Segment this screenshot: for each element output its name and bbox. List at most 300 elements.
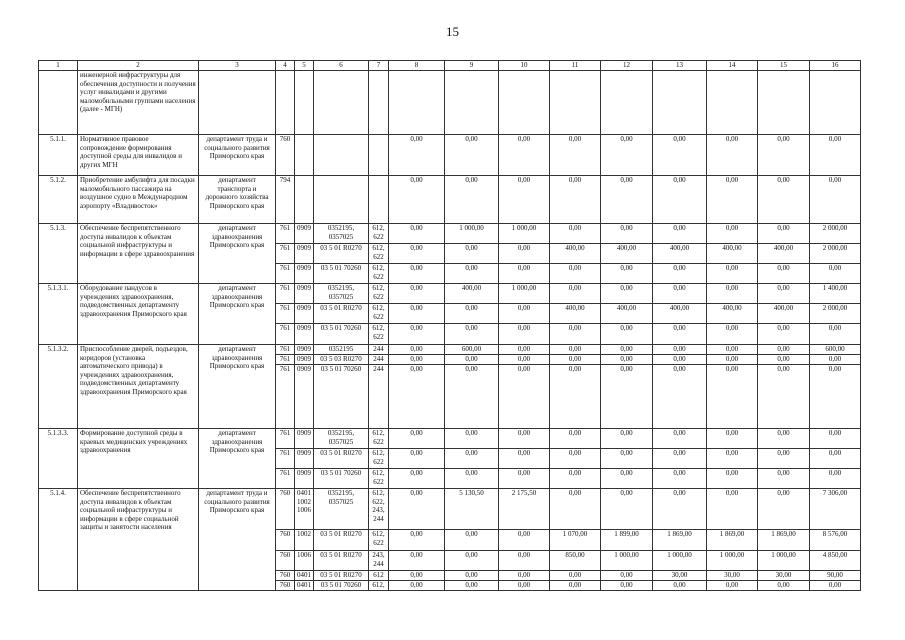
header-row <box>39 61 861 71</box>
table-cell-col-8: 0,00 <box>389 224 445 244</box>
table-cell-col-8: 0,00 <box>389 489 445 530</box>
table-cell-col-12: 400,00 <box>601 304 653 324</box>
table-row <box>39 489 861 530</box>
table-cell-col-7 <box>369 176 389 224</box>
table-row <box>39 284 861 304</box>
table-cell-col-5: 0909 <box>295 324 314 345</box>
table-cell-col-14: 0,00 <box>707 224 758 244</box>
table-cell-col-8: 0,00 <box>389 429 445 449</box>
table-cell-col-11: 0,00 <box>550 345 601 355</box>
table-cell-col-4: 761 <box>276 449 295 469</box>
table-cell-col-16: 600,00 <box>810 345 861 355</box>
table-cell-col-10: 0,00 <box>499 365 550 429</box>
table-cell-col-11: 850,00 <box>550 551 601 571</box>
table-cell-col-5: 0909 <box>295 304 314 324</box>
table-cell-col-6: 03 5 01 70260 <box>314 581 369 591</box>
table-cell-col-14: 1 869,00 <box>707 530 758 551</box>
table-cell-col-5 <box>295 135 314 176</box>
table-cell-col-16: 4 850,00 <box>810 551 861 571</box>
table-cell-col-16: 0,00 <box>810 365 861 429</box>
header-cell: 15 <box>758 61 810 71</box>
table-cell-col-10: 0,00 <box>499 429 550 449</box>
table-cell-col-9: 0,00 <box>445 571 499 581</box>
table-cell-col-12: 0,00 <box>601 324 653 345</box>
table-cell-col-14: 0,00 <box>707 264 758 284</box>
table-cell-col-1 <box>39 71 78 135</box>
header-cell: 4 <box>276 61 295 71</box>
table-cell-col-15: 0,00 <box>758 176 810 224</box>
table-row <box>39 135 861 176</box>
table-cell-col-10: 0,00 <box>499 551 550 571</box>
table-cell-col-7: 612, 622 <box>369 324 389 345</box>
table-cell-col-4 <box>276 71 295 135</box>
table-cell-col-4: 760 <box>276 489 295 530</box>
header-cell: 16 <box>810 61 861 71</box>
table-cell-col-14 <box>707 71 758 135</box>
header-cell: 8 <box>389 61 445 71</box>
table-cell-col-9: 0,00 <box>445 365 499 429</box>
table-cell-col-13: 30,00 <box>653 571 707 581</box>
table-cell-col-15: 1 000,00 <box>758 551 810 571</box>
table-cell-col-11: 0,00 <box>550 324 601 345</box>
table-cell-col-14: 0,00 <box>707 365 758 429</box>
table-cell-col-8: 0,00 <box>389 530 445 551</box>
table-cell-col-6: 03 5 01 R0270 <box>314 530 369 551</box>
table-cell-col-14: 0,00 <box>707 324 758 345</box>
table-cell-col-4: 761 <box>276 324 295 345</box>
table-cell-col-16: 7 306,00 <box>810 489 861 530</box>
table-cell-col-9: 0,00 <box>445 304 499 324</box>
table-cell-col-5: 1002 <box>295 530 314 551</box>
table-cell-col-3: департамент труда и социального развития Приморского края <box>199 489 276 591</box>
table-cell-col-10: 0,00 <box>499 244 550 264</box>
table-cell-col-2: Приобретение амбулифта для посадки маломобильного пассажира на воздушное судно в Международном аэропорту «Владивосток» <box>78 176 199 224</box>
table-cell-col-7: 243, 244 <box>369 551 389 571</box>
header-cell: 13 <box>653 61 707 71</box>
table-cell-col-4: 761 <box>276 264 295 284</box>
table-cell-col-7: 612, 622 <box>369 284 389 304</box>
table-cell-col-10: 0,00 <box>499 355 550 365</box>
table-cell-col-16: 1 400,00 <box>810 284 861 304</box>
table-body <box>39 61 861 591</box>
table-cell-col-12: 0,00 <box>601 571 653 581</box>
table-cell-col-7: 612, <box>369 581 389 591</box>
table-row <box>39 429 861 449</box>
table-cell-col-13: 400,00 <box>653 244 707 264</box>
header-cell: 2 <box>78 61 199 71</box>
table-cell-col-15 <box>758 71 810 135</box>
table-cell-col-2: Нормативное правовое сопровождение формирования доступной среды для инвалидов и других МГН <box>78 135 199 176</box>
table-cell-col-8: 0,00 <box>389 571 445 581</box>
table-cell-col-9: 0,00 <box>445 530 499 551</box>
table-cell-col-3: департамент труда и социального развития Приморского края <box>199 135 276 176</box>
table-cell-col-16: 0,00 <box>810 355 861 365</box>
table-cell-col-4: 761 <box>276 355 295 365</box>
table-cell-col-4: 761 <box>276 244 295 264</box>
table-cell-col-16: 0,00 <box>810 449 861 469</box>
table-cell-col-15: 0,00 <box>758 264 810 284</box>
table-cell-col-9: 0,00 <box>445 581 499 591</box>
table-cell-col-13: 0,00 <box>653 489 707 530</box>
table-cell-col-12: 0,00 <box>601 135 653 176</box>
table-cell-col-4: 760 <box>276 530 295 551</box>
table-cell-col-13: 0,00 <box>653 365 707 429</box>
table-cell-col-9: 0,00 <box>445 176 499 224</box>
table-cell-col-2: инженерной инфраструктуры для обеспечения доступности и получения услуг инвалидами и другими маломобильными группами населения (далее - МГН) <box>78 71 199 135</box>
table-cell-col-10: 0,00 <box>499 304 550 324</box>
table-cell-col-6: 03 5 01 R0270 <box>314 244 369 264</box>
header-cell: 3 <box>199 61 276 71</box>
table-cell-col-4: 760 <box>276 135 295 176</box>
table-cell-col-13: 0,00 <box>653 355 707 365</box>
table-cell-col-12: 0,00 <box>601 284 653 304</box>
table-cell-col-8: 0,00 <box>389 176 445 224</box>
table-cell-col-5: 0909 <box>295 469 314 489</box>
table-cell-col-4: 760 <box>276 581 295 591</box>
table-cell-col-16: 2 000,00 <box>810 224 861 244</box>
table-cell-col-12: 0,00 <box>601 345 653 355</box>
table-cell-col-14: 1 000,00 <box>707 551 758 571</box>
table-cell-col-10: 0,00 <box>499 581 550 591</box>
header-cell: 14 <box>707 61 758 71</box>
table-cell-col-15: 0,00 <box>758 449 810 469</box>
table-cell-col-11: 0,00 <box>550 469 601 489</box>
table-cell-col-7: 244 <box>369 345 389 355</box>
table-cell-col-3: департамент здравоохранения Приморского края <box>199 345 276 429</box>
table-cell-col-12: 0,00 <box>601 469 653 489</box>
table-cell-col-9: 5 130,50 <box>445 489 499 530</box>
table-cell-col-4: 794 <box>276 176 295 224</box>
table-cell-col-12: 0,00 <box>601 365 653 429</box>
table-cell-col-16 <box>810 71 861 135</box>
table-cell-col-12: 0,00 <box>601 176 653 224</box>
table-cell-col-14: 0,00 <box>707 581 758 591</box>
table-cell-col-3: департамент транспорта и дорожного хозяйства Приморского края <box>199 176 276 224</box>
table-cell-col-15: 0,00 <box>758 324 810 345</box>
table-cell-col-6: 0352195, 0357025 <box>314 489 369 530</box>
table-cell-col-15: 400,00 <box>758 304 810 324</box>
table-cell-col-1: 5.1.4. <box>39 489 78 591</box>
table-cell-col-7: 612, 622 <box>369 224 389 244</box>
table-cell-col-10: 0,00 <box>499 324 550 345</box>
table-cell-col-14: 0,00 <box>707 176 758 224</box>
table-cell-col-14: 0,00 <box>707 429 758 449</box>
table-cell-col-6: 03 5 03 R0270 <box>314 355 369 365</box>
table-row <box>39 224 861 244</box>
table-cell-col-10: 0,00 <box>499 530 550 551</box>
table-cell-col-16: 0,00 <box>810 176 861 224</box>
table-cell-col-9: 0,00 <box>445 469 499 489</box>
table-cell-col-14: 0,00 <box>707 345 758 355</box>
table-cell-col-13: 1 869,00 <box>653 530 707 551</box>
table-cell-col-13: 0,00 <box>653 581 707 591</box>
table-cell-col-1: 5.1.3. <box>39 224 78 284</box>
header-cell: 12 <box>601 61 653 71</box>
table-cell-col-8 <box>389 71 445 135</box>
table-cell-col-5: 0909 <box>295 365 314 429</box>
table-cell-col-7: 244 <box>369 365 389 429</box>
table-cell-col-10: 1 000,00 <box>499 284 550 304</box>
table-cell-col-4: 761 <box>276 365 295 429</box>
table-cell-col-6: 03 5 01 70260 <box>314 469 369 489</box>
budget-table <box>38 60 861 591</box>
table-cell-col-13: 0,00 <box>653 469 707 489</box>
table-cell-col-9 <box>445 71 499 135</box>
table-cell-col-11: 0,00 <box>550 581 601 591</box>
table-cell-col-14: 400,00 <box>707 304 758 324</box>
table-cell-col-1: 5.1.3.1. <box>39 284 78 345</box>
table-cell-col-13: 1 000,00 <box>653 551 707 571</box>
table-cell-col-11: 0,00 <box>550 429 601 449</box>
table-cell-col-4: 760 <box>276 571 295 581</box>
table-cell-col-16: 0,00 <box>810 469 861 489</box>
table-cell-col-6: 03 5 01 70260 <box>314 264 369 284</box>
table-cell-col-3: департамент здравоохранения Приморского края <box>199 429 276 489</box>
table-cell-col-5: 1006 <box>295 551 314 571</box>
table-cell-col-5: 0909 <box>295 244 314 264</box>
table-cell-col-6: 03 5 01 R0270 <box>314 304 369 324</box>
table-cell-col-15: 0,00 <box>758 581 810 591</box>
table-cell-col-8: 0,00 <box>389 284 445 304</box>
table-cell-col-9: 0,00 <box>445 324 499 345</box>
table-cell-col-14: 0,00 <box>707 284 758 304</box>
table-cell-col-5: 0909 <box>295 429 314 449</box>
page-number: 15 <box>446 24 459 39</box>
table-cell-col-14: 0,00 <box>707 469 758 489</box>
table-cell-col-8: 0,00 <box>389 581 445 591</box>
table-cell-col-11 <box>550 71 601 135</box>
table-cell-col-12: 0,00 <box>601 355 653 365</box>
table-cell-col-12: 0,00 <box>601 264 653 284</box>
table-cell-col-16: 0,00 <box>810 429 861 449</box>
table-cell-col-15: 30,00 <box>758 571 810 581</box>
table-cell-col-5: 0909 <box>295 449 314 469</box>
table-cell-col-15: 400,00 <box>758 244 810 264</box>
table-cell-col-10: 0,00 <box>499 469 550 489</box>
table-cell-col-14: 30,00 <box>707 571 758 581</box>
table-cell-col-10 <box>499 71 550 135</box>
table-cell-col-6: 0352195, 0357025 <box>314 224 369 244</box>
table-cell-col-5: 0401 <box>295 571 314 581</box>
table-cell-col-10: 0,00 <box>499 449 550 469</box>
table-cell-col-15: 0,00 <box>758 365 810 429</box>
table-cell-col-13: 0,00 <box>653 176 707 224</box>
table-cell-col-6: 03 5 01 R0270 <box>314 571 369 581</box>
header-cell: 1 <box>39 61 78 71</box>
header-cell: 9 <box>445 61 499 71</box>
table-cell-col-15: 0,00 <box>758 345 810 355</box>
table-cell-col-11: 0,00 <box>550 135 601 176</box>
table-cell-col-2: Обеспечение беспрепятственного доступа инвалидов к объектам социальной инфраструктуры и информации в сфере социальной защиты и занятости населения <box>78 489 199 591</box>
table-cell-col-8: 0,00 <box>389 304 445 324</box>
table-cell-col-16: 0,00 <box>810 581 861 591</box>
table-cell-col-16: 0,00 <box>810 264 861 284</box>
table-cell-col-1: 5.1.2. <box>39 176 78 224</box>
table-cell-col-7: 612, 622 <box>369 449 389 469</box>
table-cell-col-10: 2 175,50 <box>499 489 550 530</box>
table-cell-col-9: 0,00 <box>445 355 499 365</box>
table-cell-col-6: 03 5 01 R0270 <box>314 449 369 469</box>
table-cell-col-16: 90,00 <box>810 571 861 581</box>
header-cell: 6 <box>314 61 369 71</box>
table-cell-col-16: 0,00 <box>810 324 861 345</box>
table-cell-col-4: 760 <box>276 551 295 571</box>
table-cell-col-5: 0909 <box>295 345 314 355</box>
table-cell-col-13 <box>653 71 707 135</box>
table-row <box>39 71 861 135</box>
table-cell-col-7: 612, 622 <box>369 429 389 449</box>
table-cell-col-9: 0,00 <box>445 551 499 571</box>
table-cell-col-9: 0,00 <box>445 244 499 264</box>
table-row <box>39 345 861 355</box>
table-cell-col-13: 400,00 <box>653 304 707 324</box>
table-cell-col-7: 612, 622 <box>369 469 389 489</box>
table-cell-col-12: 400,00 <box>601 244 653 264</box>
table-cell-col-6: 0352195 <box>314 345 369 355</box>
table-cell-col-15: 0,00 <box>758 355 810 365</box>
table-cell-col-10: 0,00 <box>499 264 550 284</box>
table-cell-col-16: 8 576,00 <box>810 530 861 551</box>
header-cell: 10 <box>499 61 550 71</box>
table-row <box>39 176 861 224</box>
table-cell-col-1: 5.1.3.2. <box>39 345 78 429</box>
table-cell-col-16: 0,00 <box>810 135 861 176</box>
table-cell-col-14: 0,00 <box>707 355 758 365</box>
table-cell-col-15: 0,00 <box>758 489 810 530</box>
table-cell-col-8: 0,00 <box>389 551 445 571</box>
table-cell-col-11: 0,00 <box>550 284 601 304</box>
table-cell-col-8: 0,00 <box>389 244 445 264</box>
table-cell-col-7: 244 <box>369 355 389 365</box>
table-cell-col-7 <box>369 135 389 176</box>
table-cell-col-7: 612, 622 <box>369 304 389 324</box>
table-cell-col-4: 761 <box>276 469 295 489</box>
header-cell: 11 <box>550 61 601 71</box>
table-cell-col-5: 0401 <box>295 581 314 591</box>
table-cell-col-9: 1 000,00 <box>445 224 499 244</box>
table-cell-col-11: 0,00 <box>550 355 601 365</box>
table-cell-col-2: Оборудование пандусов в учреждениях здравоохранения, подведомственных департаменту здравоохранения Приморского края <box>78 284 199 345</box>
table-cell-col-8: 0,00 <box>389 449 445 469</box>
table-cell-col-11: 400,00 <box>550 304 601 324</box>
header-cell: 5 <box>295 61 314 71</box>
table-cell-col-13: 0,00 <box>653 345 707 355</box>
table-cell-col-10: 1 000,00 <box>499 224 550 244</box>
table-cell-col-12: 0,00 <box>601 489 653 530</box>
table-cell-col-10: 0,00 <box>499 176 550 224</box>
table-cell-col-11: 0,00 <box>550 571 601 581</box>
table-cell-col-15: 0,00 <box>758 135 810 176</box>
table-cell-col-5: 0909 <box>295 264 314 284</box>
table-cell-col-16: 2 000,00 <box>810 244 861 264</box>
table-cell-col-14: 400,00 <box>707 244 758 264</box>
header-cell: 7 <box>369 61 389 71</box>
table-cell-col-3: департамент здравоохранения Приморского края <box>199 224 276 284</box>
table-cell-col-6 <box>314 71 369 135</box>
table-cell-col-6 <box>314 135 369 176</box>
table-cell-col-10: 0,00 <box>499 135 550 176</box>
table-cell-col-11: 0,00 <box>550 365 601 429</box>
table-cell-col-8: 0,00 <box>389 345 445 355</box>
table-cell-col-3 <box>199 71 276 135</box>
table-cell-col-5: 0909 <box>295 284 314 304</box>
table-cell-col-12 <box>601 71 653 135</box>
table-cell-col-2: Приспособление дверей, подъездов, коридоров (установка автоматического привода) в учреждениях здравоохранения, подведомственных департаменту здравоохранения Приморского края <box>78 345 199 429</box>
table-cell-col-15: 1 869,00 <box>758 530 810 551</box>
table-cell-col-8: 0,00 <box>389 355 445 365</box>
table-cell-col-7: 612, 622 <box>369 264 389 284</box>
table-cell-col-4: 761 <box>276 224 295 244</box>
table-cell-col-13: 0,00 <box>653 284 707 304</box>
table-cell-col-11: 1 070,00 <box>550 530 601 551</box>
table-cell-col-11: 0,00 <box>550 489 601 530</box>
table-cell-col-8: 0,00 <box>389 469 445 489</box>
table-cell-col-1: 5.1.1. <box>39 135 78 176</box>
table-cell-col-12: 0,00 <box>601 581 653 591</box>
table-cell-col-9: 0,00 <box>445 429 499 449</box>
table-cell-col-9: 0,00 <box>445 135 499 176</box>
table-cell-col-13: 0,00 <box>653 429 707 449</box>
table-cell-col-7 <box>369 71 389 135</box>
table-cell-col-4: 761 <box>276 284 295 304</box>
table-cell-col-13: 0,00 <box>653 224 707 244</box>
table-cell-col-15: 0,00 <box>758 469 810 489</box>
table-cell-col-5: 0909 <box>295 355 314 365</box>
table-cell-col-11: 0,00 <box>550 264 601 284</box>
table-cell-col-2: Обеспечение беспрепятственного доступа инвалидов к объектам социальной инфраструктуры и информации в сфере здравоохранения <box>78 224 199 284</box>
table-cell-col-12: 1 899,00 <box>601 530 653 551</box>
table-cell-col-9: 0,00 <box>445 264 499 284</box>
table-cell-col-12: 0,00 <box>601 429 653 449</box>
table-cell-col-6: 0352195, 0357025 <box>314 284 369 304</box>
table-cell-col-6: 03 5 01 70260 <box>314 324 369 345</box>
table-cell-col-5 <box>295 176 314 224</box>
table-cell-col-9: 400,00 <box>445 284 499 304</box>
table-cell-col-11: 400,00 <box>550 244 601 264</box>
table-cell-col-5 <box>295 71 314 135</box>
table-cell-col-4: 761 <box>276 345 295 355</box>
table-cell-col-11: 0,00 <box>550 224 601 244</box>
table-cell-col-12: 0,00 <box>601 449 653 469</box>
table-cell-col-12: 1 000,00 <box>601 551 653 571</box>
table-cell-col-10: 0,00 <box>499 345 550 355</box>
table-cell-col-9: 600,00 <box>445 345 499 355</box>
table-cell-col-12: 0,00 <box>601 224 653 244</box>
table-cell-col-11: 0,00 <box>550 176 601 224</box>
table-cell-col-8: 0,00 <box>389 264 445 284</box>
table-cell-col-8: 0,00 <box>389 135 445 176</box>
table-cell-col-4: 761 <box>276 304 295 324</box>
table-cell-col-2: Формирование доступной среды в краевых медицинских учреждениях здравоохранения <box>78 429 199 489</box>
table-cell-col-6: 03 5 01 70260 <box>314 365 369 429</box>
table-cell-col-6: 03 5 01 R0270 <box>314 551 369 571</box>
table-cell-col-14: 0,00 <box>707 135 758 176</box>
table-cell-col-13: 0,00 <box>653 135 707 176</box>
table-cell-col-6: 0352195, 0357025 <box>314 429 369 449</box>
table-cell-col-7: 612, 622 <box>369 244 389 264</box>
table-cell-col-15: 0,00 <box>758 429 810 449</box>
table-cell-col-1: 5.1.3.3. <box>39 429 78 489</box>
table-cell-col-14: 0,00 <box>707 489 758 530</box>
table-cell-col-8: 0,00 <box>389 365 445 429</box>
table-cell-col-5: 0909 <box>295 224 314 244</box>
table-cell-col-14: 0,00 <box>707 449 758 469</box>
table-cell-col-9: 0,00 <box>445 449 499 469</box>
table-cell-col-10: 0,00 <box>499 571 550 581</box>
table-cell-col-8: 0,00 <box>389 324 445 345</box>
table-cell-col-5: 0401 1002 1006 <box>295 489 314 530</box>
table-cell-col-3: департамент здравоохранения Приморского края <box>199 284 276 345</box>
